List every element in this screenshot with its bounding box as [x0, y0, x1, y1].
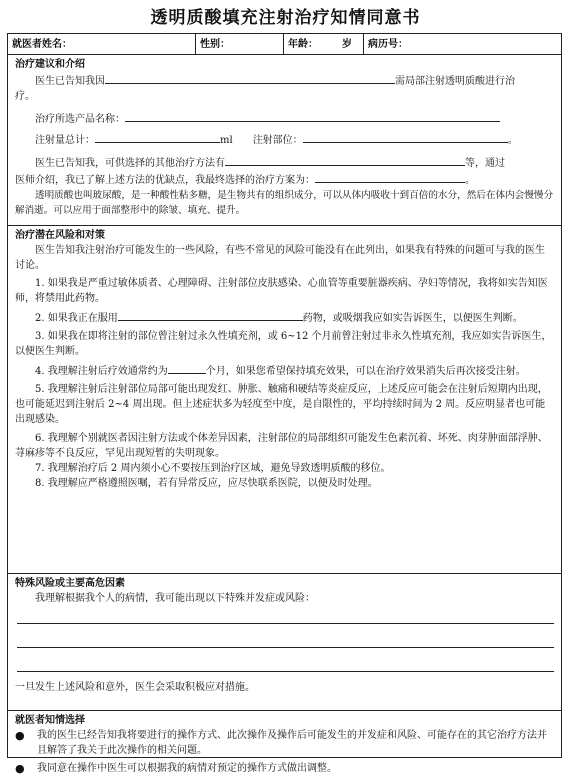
gender-field[interactable] — [196, 34, 284, 54]
volume-blank[interactable] — [95, 131, 220, 143]
age-unit: 岁 — [342, 39, 352, 50]
section-title: 治疗潜在风险和对策 — [15, 230, 105, 241]
special-risk-line-2[interactable] — [17, 646, 554, 648]
risk-item-2 — [15, 309, 554, 326]
consent-text-1: 我的医生已经告知我将要进行的操作方式、此次操作及操作后可能发生的并发症和风险、可能存在的其它治疗方法并且解答了我关于此次操作的相关问题。 — [37, 730, 547, 756]
risk-item-2-text: 2. 如果我正在服用 — [35, 313, 118, 324]
diagnosis-text-cont: 疗。 — [15, 91, 35, 102]
name-label: 就医者姓名： — [12, 39, 72, 50]
diagnosis-text: 医生已告知我因 — [35, 76, 105, 87]
name-field[interactable] — [8, 34, 196, 54]
risk-item-7: 7. 我理解治疗后 2 周内须小心不要按压到治疗区域，避免导致透明质酸的移位。 — [35, 463, 391, 474]
record-label: 病历号： — [368, 39, 408, 50]
volume-unit: ml — [220, 135, 233, 146]
section-title: 就医者知情选择 — [15, 715, 85, 726]
section-title: 特殊风险或主要高危因素 — [15, 578, 125, 589]
consent-item-2 — [15, 761, 554, 776]
chosen-plan-end: 。 — [465, 175, 475, 186]
risk-item-1: 1. 如果我是严重过敏体质者、心理障碍、注射部位皮肤感染、心血管等重要脏器疾病、孕妇等情况，我将如实告知医师，将禁用此药物。 — [15, 278, 548, 304]
risks-intro: 医生告知我注射治疗可能发生的一些风险，有些不常见的风险可能没有在此列出，如果我有特殊的问题可与我的医生讨论。 — [15, 245, 545, 271]
bullet-icon: ● — [15, 729, 25, 742]
risk-item-4-text-end: 个月，如果您希望保持填充效果，可以在治疗效果消失后再次接受注射。 — [205, 366, 526, 377]
patient-info-row — [8, 34, 561, 55]
volume-label: 注射量总计： — [35, 135, 95, 146]
risk-item-8: 8. 我理解应严格遵照医嘱，若有异常反应，应尽快联系医院，以便及时处理。 — [35, 478, 378, 489]
site-end: 。 — [507, 135, 518, 146]
gender-label: 性别： — [200, 39, 230, 50]
bullet-icon: ● — [15, 762, 25, 775]
risk-item-6: 6. 我理解个别就医者因注射方法或个体差异因素，注射部位的局部组织可能发生色素沉着、坏死、肉芽肿面部浮肿、荨麻疹等不良反应，罕见出现短暂的失明现象。 — [15, 433, 548, 459]
consent-item-1 — [15, 728, 554, 758]
consent-form — [7, 33, 562, 775]
section-title: 治疗建议和介绍 — [15, 59, 85, 70]
risk-item-2-text-end: 药物，或吸烟我应如实告诉医生，以便医生判断。 — [302, 313, 523, 324]
age-field[interactable] — [284, 34, 364, 54]
alternatives-text-end: 等，通过 — [465, 158, 505, 169]
record-number-field[interactable] — [364, 34, 561, 54]
chosen-plan-blank[interactable] — [315, 171, 465, 183]
site-blank[interactable] — [303, 131, 508, 143]
document-title: 透明质酸填充注射治疗知情同意书 — [150, 8, 421, 28]
risk-item-3: 3. 如果我在即将注射的部位曾注射过永久性填充剂，或 6~12 个月前曾注射过非永久性填充剂，我应如实告诉医生，以便医生判断。 — [15, 331, 552, 357]
special-risks-intro: 我理解根据我个人的病情，我可能出现以下特殊并发症或风险： — [35, 593, 315, 604]
treatment-intro-section — [8, 55, 561, 226]
alternatives-blank[interactable] — [225, 154, 465, 166]
risk-item-4-text: 4. 我理解注射后疗效通常约为 — [35, 366, 168, 377]
medication-blank[interactable] — [118, 309, 303, 321]
product-label: 治疗所选产品名称： — [35, 114, 125, 125]
special-risk-line-3[interactable] — [17, 670, 554, 672]
risk-item-5: 5. 我理解注射后注射部位局部可能出现发红、肿胀、触痛和硬结等炎症反应，上述反应可能会在注射后短期内出现，也可能延迟到注射后 2~4 周出现。但上述症状多为轻度至中度，是自限性的，平均持续时间为 2 周。反应明显者也可能出现感染。 — [15, 384, 548, 425]
informed-choice-section — [8, 711, 561, 775]
risk-item-4 — [15, 362, 554, 379]
diagnosis-blank[interactable] — [105, 72, 395, 84]
diagnosis-text-end: 需局部注射透明质酸进行治 — [395, 76, 515, 87]
site-label: 注射部位： — [252, 135, 303, 146]
risks-section — [8, 226, 561, 574]
age-label: 年龄： — [288, 39, 318, 50]
consent-text-2: 我同意在操作中医生可以根据我的病情对预定的操作方式做出调整。 — [37, 763, 337, 774]
hyaluronic-acid-description: 透明质酸也叫玻尿酸，是一种酸性粘多糖，是生物共有的组织成分，可以从体内吸收十到百倍的水分，然后在体内会慢慢分解消逝。可以应用于面部整形中的除皱、填充、提升。 — [15, 190, 554, 216]
alternatives-text: 医生已告知我，可供选择的其他治疗方法有 — [35, 158, 225, 169]
chosen-plan-text: 医师介绍，我已了解上述方法的优缺点，我最终选择的治疗方案为： — [15, 175, 315, 186]
product-blank[interactable] — [125, 110, 500, 122]
special-risks-section — [8, 574, 561, 711]
duration-blank[interactable] — [168, 362, 206, 374]
special-risk-line-1[interactable] — [17, 622, 554, 624]
special-risks-outro: 一旦发生上述风险和意外，医生会采取积极应对措施。 — [15, 682, 255, 693]
